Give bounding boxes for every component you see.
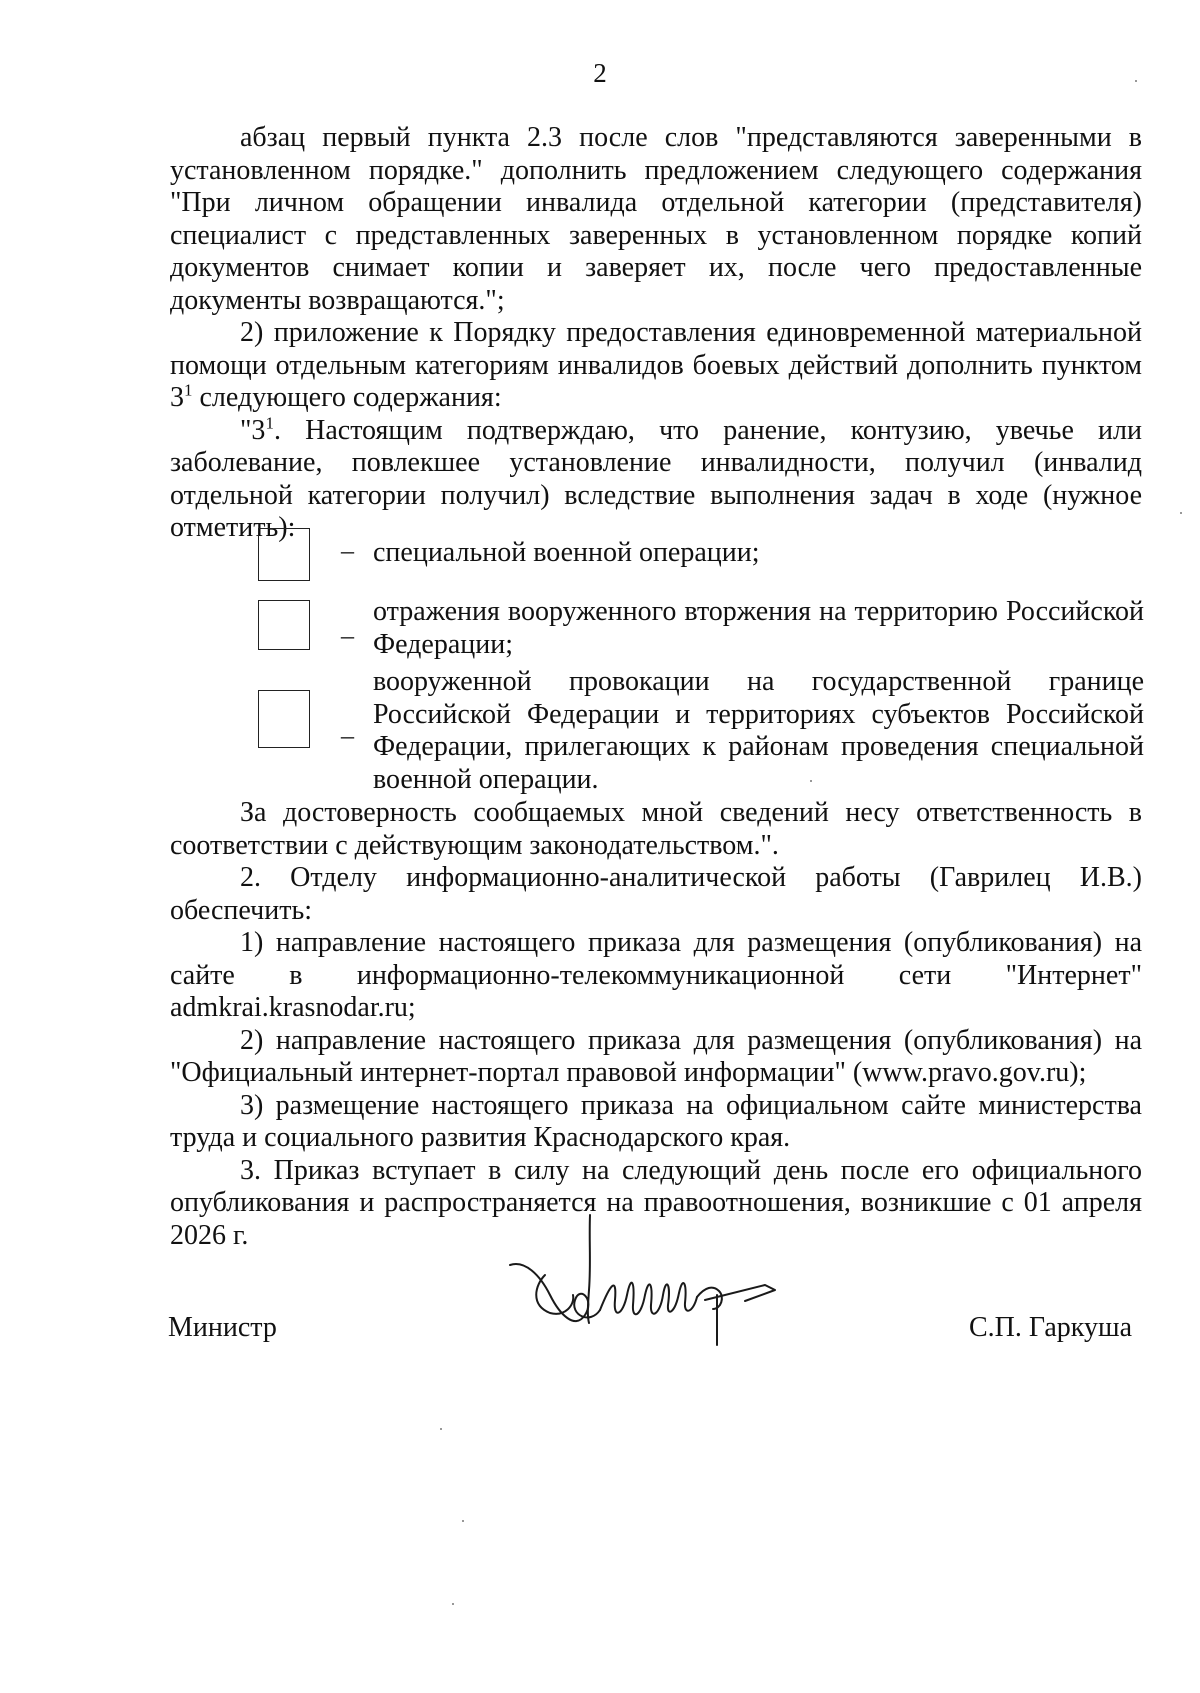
handwritten-signature bbox=[505, 1205, 785, 1355]
paragraph-item-2: 2. Отделу информационно-аналитической работы (Гаврилец И.В.) обеспечить: bbox=[170, 862, 1142, 926]
paragraph-responsibility: За достоверность сообщаемых мной сведений несу ответственность в соответствии с действующим законодательством.". bbox=[170, 797, 1142, 861]
paragraph-item-3: 3. Приказ вступает в силу на следующий день после его официального опубликования и распространяется на правоотношения, возникшие с 01 апреля 2026 г. bbox=[170, 1154, 1142, 1251]
paragraph-confirmation-item: "$3^1$. Настоящим подтверждаю, что ранение, контузию, увечье или заболевание, повлекшее установление инвалидности, получил (инвалид отдельной категории получил) вследствие выполнения задач в ходе (нужное отметить): bbox=[170, 413, 1142, 543]
checkbox[interactable] bbox=[258, 600, 310, 650]
option-text: специальной военной операции; bbox=[373, 537, 760, 568]
scan-speck bbox=[810, 780, 812, 782]
scan-speck bbox=[1180, 512, 1182, 514]
paragraph-appendix-amendment: 2) приложение к Порядку предоставления единовременной материальной помощи отдельным категориям инвалидов боевых действий дополнить пунктом $3^1$ следующего содержания: bbox=[170, 317, 1142, 413]
option-dash: _ bbox=[341, 612, 354, 641]
scan-speck bbox=[452, 1603, 454, 1605]
option-text: вооруженной провокации на государственной границе Российской Федерации и территориях субъектов Российской Федерации, прилегающих к районам проведения специальной военной операции. bbox=[373, 666, 1144, 795]
paragraph-item-2-3: 3) размещение настоящего приказа на официальном сайте министерства труда и социального развития Краснодарского края. bbox=[170, 1089, 1142, 1153]
checkbox[interactable] bbox=[258, 690, 310, 748]
paragraph-item-2-1: 1) направление настоящего приказа для размещения (опубликования) на сайте в информационно-телекоммуникационной сети "Интернет" admkrai.krasnodar.ru; bbox=[170, 927, 1142, 1023]
text-block-top bbox=[170, 122, 1142, 545]
checkbox[interactable] bbox=[258, 528, 310, 581]
paragraph-item-2-2: 2) направление настоящего приказа для размещения (опубликования) на "Официальный интернет-портал правовой информации" (www.pravo.gov.ru); bbox=[170, 1024, 1142, 1088]
option-dash: – bbox=[341, 536, 354, 565]
page-number: 2 bbox=[593, 58, 607, 88]
option-text: отражения вооруженного вторжения на территорию Российской Федерации; bbox=[373, 596, 1144, 660]
scan-speck bbox=[1135, 80, 1137, 82]
position-title: Министр bbox=[168, 1312, 277, 1343]
paragraph-amendment-2-3: абзац первый пункта 2.3 после слов "представляются заверенными в установленном порядке." дополнить предложением следующего содержания "При личном обращении инвалида отдельной категории (представителя) специалист с представленных заверенных в установленном порядке копий документов снимает копии и заверяет их, после чего предоставленные документы возвращаются."; bbox=[170, 122, 1142, 316]
scan-speck bbox=[440, 1428, 442, 1430]
option-dash: _ bbox=[341, 712, 354, 741]
text-block-bottom bbox=[170, 797, 1142, 1252]
scan-speck bbox=[462, 1520, 464, 1522]
signer-name: С.П. Гаркуша bbox=[968, 1312, 1132, 1343]
